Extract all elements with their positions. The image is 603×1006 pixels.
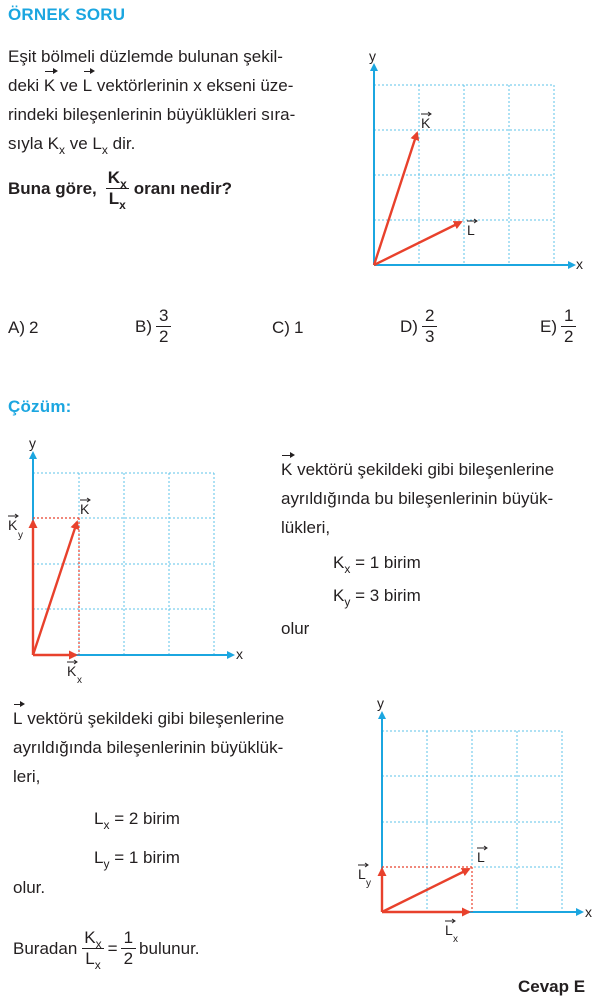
ky-value: $K_y = 3$ birim [333,586,421,609]
lx-value: $L_x = 2$ birim [94,809,180,832]
vector-k-label: K [80,501,90,517]
olur-text: olur [281,619,310,638]
solution-k-text: K vektörü şekildeki gibi bileşenlerine ayrıldığında bu bileşenlerinin büyük- lükleri, [281,455,601,542]
vector-k [33,522,77,655]
y-axis-label: y [369,48,376,64]
vector-l-label: L [467,222,475,238]
vector-k [374,133,417,265]
vector-kx-label: K [67,663,77,679]
olur-text-2: olur. [13,878,46,897]
kx-value: $K_x = 1$ birim [333,553,421,576]
solution-title: Çözüm: [8,397,72,416]
svg-text:y: y [366,878,371,889]
y-axis-label: y [377,695,384,711]
question-fraction: $\frac{K_x}{L_x}$ [105,168,130,209]
x-axis-label: x [585,904,592,920]
option-c[interactable]: C) 1 [272,318,304,337]
vector-ly-label: L [358,866,366,882]
vector-k-label: K [421,115,431,131]
option-d[interactable]: D) $\frac{2}{3}$ [400,306,437,347]
example-graph [340,40,600,280]
svg-text:x: x [453,934,458,945]
svg-text:y: y [18,530,23,541]
solution-graph-l [340,690,602,950]
option-a[interactable]: A) 2 [8,318,39,337]
vector-lx-label: L [445,922,453,938]
svg-text:x: x [77,675,82,686]
option-b[interactable]: B) $\frac{3}{2}$ [135,306,171,347]
vector-k-symbol: K [44,71,55,100]
question-prompt: Buna göre, $\frac{K_x}{L_x}$ oranı nedir? [8,168,232,212]
vector-l [382,869,469,912]
solution-l-text: L vektörü şekildeki gibi bileşenlerine ayrıldığında bileşenlerinin büyüklük- leri, [13,704,343,791]
option-e[interactable]: E) $\frac{1}{2}$ [540,306,576,347]
x-axis-label: x [236,646,243,662]
vector-ky-label: K [8,517,18,533]
y-axis-label: y [29,435,36,451]
answer-label: Cevap E [518,977,586,996]
question-text: Eşit bölmeli düzlemde bulunan şekil- deki K ve L vektörlerinin x ekseni üze- rindeki bileşenlerinin büyüklükleri sıra- sıyla $K_x$ ve $L_x$ dir. [8,47,296,157]
grid-lines [374,85,554,265]
x-axis-label: x [576,256,583,272]
example-title: ÖRNEK SORU [8,5,126,24]
solution-graph-k [0,430,260,690]
vector-l-symbol: L [83,71,92,100]
vector-l-label: L [477,849,485,865]
result-line: Buradan $\frac{K_x}{L_x}$ = $\frac{1}{2}$ bulunur. [13,928,200,972]
ly-value: $L_y = 1$ birim [94,848,180,871]
